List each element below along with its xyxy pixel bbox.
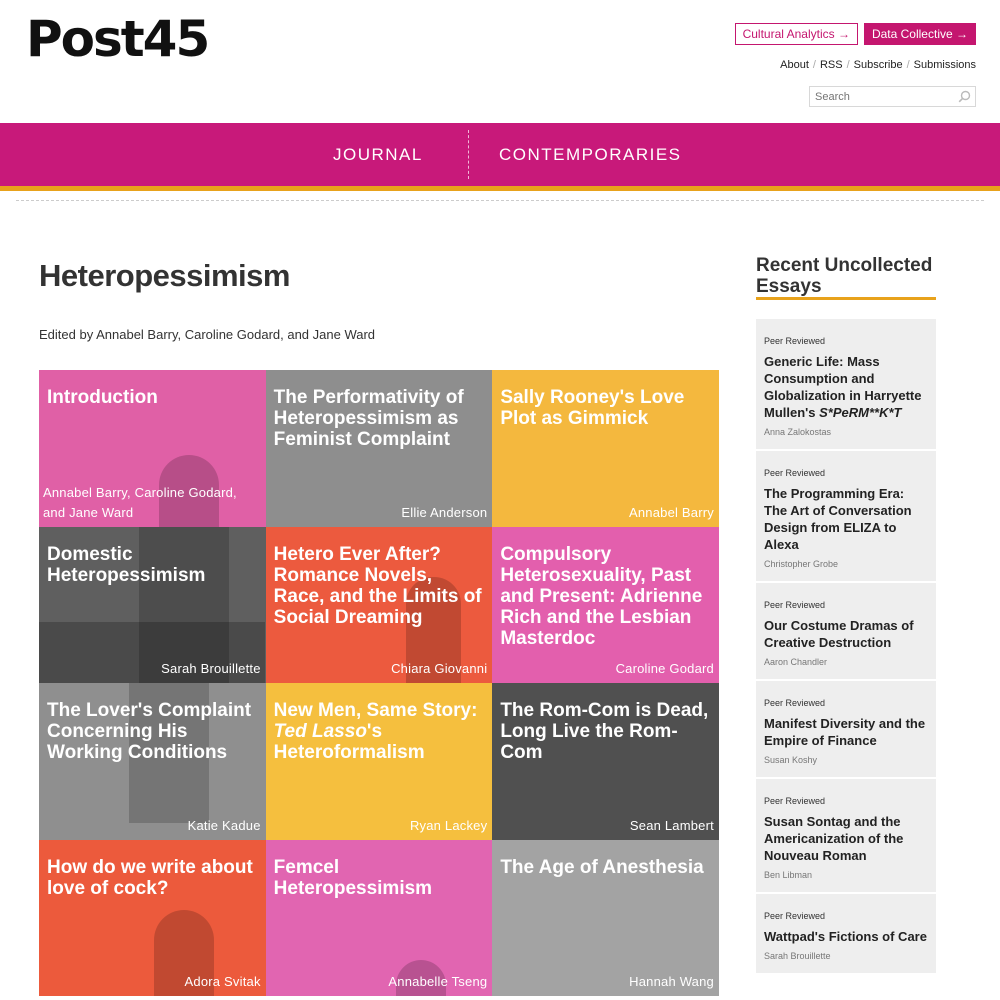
- essay-author: Annabel Barry: [628, 504, 714, 520]
- essay-title[interactable]: Hetero Ever After? Romance Novels, Race, and the Limits of Social Dreaming: [273, 543, 482, 628]
- peer-reviewed-label: Peer Reviewed: [764, 336, 826, 346]
- essay-title[interactable]: Sally Rooney's Love Plot as Gimmick: [500, 387, 685, 429]
- essay-author: Chiara Giovanni: [391, 661, 488, 676]
- essay-author: Ryan Lackey: [409, 817, 488, 833]
- nav-divider: [468, 130, 469, 179]
- nav-contemporaries[interactable]: CONTEMPORARIES: [499, 145, 682, 164]
- peer-reviewed-label: Peer Reviewed: [764, 911, 826, 921]
- card-author: Ben Libman: [764, 870, 813, 880]
- nav-journal[interactable]: JOURNAL: [333, 145, 423, 164]
- editors-line: Edited by Annabel Barry, Caroline Godard, and Jane Ward: [39, 327, 376, 342]
- essay-card[interactable]: [756, 779, 936, 892]
- card-author: Aaron Chandler: [764, 657, 828, 667]
- essay-title[interactable]: The Performativity of Heteropessimism as Feminist Complaint: [273, 387, 464, 450]
- essay-tile[interactable]: [492, 683, 719, 840]
- essay-tile[interactable]: [39, 683, 266, 840]
- essay-title[interactable]: The Lover's Complaint Concerning His Working Conditions: [47, 700, 252, 763]
- essay-tile[interactable]: [39, 840, 266, 997]
- card-title[interactable]: Our Costume Dramas of Creative Destruction: [764, 618, 914, 650]
- sidebar-title: Recent Uncollected Essays: [756, 255, 933, 297]
- peer-reviewed-label: Peer Reviewed: [764, 698, 826, 708]
- title-emphasis: Ted Lasso: [273, 721, 367, 742]
- card-title[interactable]: Wattpad's Fictions of Care: [764, 929, 927, 944]
- essay-author: Ellie Anderson: [401, 504, 488, 520]
- essay-author: Annabelle Tseng: [388, 974, 488, 989]
- peer-reviewed-label: Peer Reviewed: [764, 600, 826, 610]
- title-text: Generic Life: Mass Consumption and Globalization in Harryette Mullen's: [764, 354, 922, 420]
- card-title[interactable]: The Programming Era: The Art of Conversation Design from ELIZA to Alexa: [764, 486, 912, 552]
- essay-card[interactable]: [756, 451, 936, 581]
- nav-dotted-rule: [16, 200, 984, 201]
- sidebar-rule: [756, 297, 936, 300]
- card-title[interactable]: Susan Sontag and the Americanization of the Nouveau Roman: [764, 814, 904, 863]
- essay-card[interactable]: [756, 894, 936, 973]
- submissions-link[interactable]: Submissions: [913, 59, 976, 71]
- separator: /: [906, 59, 910, 71]
- card-author: Susan Koshy: [764, 755, 818, 765]
- site-logo[interactable]: Post45: [26, 10, 209, 68]
- card-author: Christopher Grobe: [764, 559, 839, 569]
- essay-tile[interactable]: [492, 527, 719, 684]
- search-box: [809, 86, 976, 107]
- essay-tile[interactable]: [39, 527, 266, 684]
- card-author: Sarah Brouillette: [764, 951, 831, 961]
- essay-title[interactable]: The Rom-Com is Dead, Long Live the Rom-Com: [500, 700, 709, 763]
- utility-nav: [780, 59, 976, 71]
- essay-card[interactable]: [756, 681, 936, 777]
- title-text: 's Heteroformalism: [273, 721, 425, 763]
- essay-tile[interactable]: [39, 370, 266, 527]
- essay-title[interactable]: Domestic Heteropessimism: [47, 543, 206, 586]
- essay-tile[interactable]: [266, 683, 493, 840]
- essay-title[interactable]: [274, 700, 485, 763]
- essay-grid: [39, 370, 719, 1000]
- essay-author: Katie Kadue: [187, 817, 261, 833]
- rss-link[interactable]: RSS: [819, 59, 843, 71]
- essay-title[interactable]: Compulsory Heterosexuality, Past and Present: Adrienne Rich and the Lesbian Masterdoc: [500, 543, 703, 649]
- essay-title[interactable]: Femcel Heteropessimism: [273, 856, 433, 899]
- subscribe-link[interactable]: Subscribe: [853, 59, 903, 71]
- essay-author: Sean Lambert: [629, 817, 714, 833]
- essay-tile[interactable]: [266, 370, 493, 527]
- top-buttons: [735, 23, 976, 45]
- data-collective-button[interactable]: Data Collective →: [864, 23, 976, 45]
- essay-title[interactable]: How do we write about love of cock?: [47, 856, 253, 899]
- essay-card[interactable]: [756, 319, 936, 449]
- separator: /: [846, 59, 850, 71]
- search-icon[interactable]: [958, 90, 971, 103]
- peer-reviewed-label: Peer Reviewed: [764, 796, 826, 806]
- about-link[interactable]: About: [780, 59, 809, 71]
- peer-reviewed-label: Peer Reviewed: [764, 468, 826, 478]
- essay-author: Sarah Brouillette: [161, 661, 261, 676]
- essay-author: Hannah Wang: [629, 974, 714, 989]
- essay-title[interactable]: The Age of Anesthesia: [500, 856, 704, 878]
- essay-author: Annabel Barry, Caroline Godard, and Jane Ward: [43, 484, 237, 520]
- card-author: Anna Zalokostas: [764, 427, 832, 437]
- essay-tile[interactable]: [492, 840, 719, 997]
- essay-card[interactable]: [756, 583, 936, 679]
- sidebar-essay-list: [756, 319, 936, 975]
- cultural-analytics-button[interactable]: Cultural Analytics →: [735, 23, 858, 45]
- search-input[interactable]: [810, 88, 950, 107]
- essay-author: Caroline Godard: [615, 661, 714, 676]
- essay-title[interactable]: Introduction: [47, 387, 158, 408]
- essay-tile[interactable]: [266, 527, 493, 684]
- essay-author: Adora Svitak: [184, 974, 261, 989]
- title-text: New Men, Same Story:: [273, 700, 478, 721]
- title-emphasis: S*PeRM**K*T: [819, 405, 902, 420]
- card-title[interactable]: [764, 353, 928, 421]
- essay-tile[interactable]: [492, 370, 719, 527]
- essay-tile[interactable]: [266, 840, 493, 997]
- separator: /: [812, 59, 816, 71]
- card-title[interactable]: Manifest Diversity and the Empire of Finance: [764, 716, 926, 748]
- nav-accent-stripe: [0, 186, 1000, 191]
- page-title: Heteropessimism: [39, 258, 290, 293]
